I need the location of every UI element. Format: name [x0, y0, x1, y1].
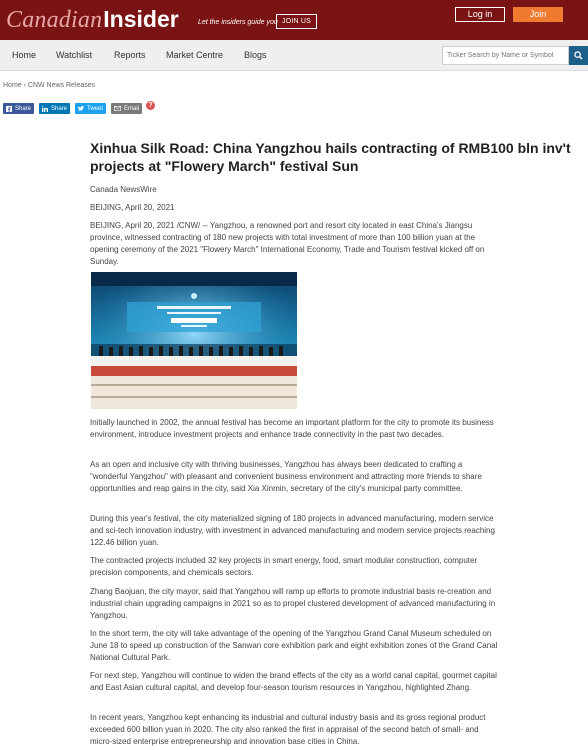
- nav-item-reports[interactable]: Reports: [114, 50, 146, 60]
- linkedin-share-button[interactable]: [39, 103, 70, 114]
- join-us-badge[interactable]: JOIN US: [276, 14, 317, 29]
- linkedin-icon: [42, 106, 48, 112]
- twitter-share-label: Tweet: [86, 105, 103, 112]
- login-button[interactable]: Log in: [455, 7, 505, 22]
- nav-item-watchlist[interactable]: Watchlist: [56, 50, 93, 60]
- signing-ceremony-photo: [91, 272, 297, 409]
- article-paragraph: For next step, Yangzhou will continue to widen the brand effects of the city as a world canal capital, gourmet capital and East Asian cultural capital, and develop four-season tourism resources in Yangzhou, highlighted Zhang.: [90, 671, 497, 692]
- help-icon[interactable]: ?: [146, 101, 155, 110]
- facebook-share-button[interactable]: [3, 103, 34, 114]
- email-share-button[interactable]: [111, 103, 142, 114]
- envelope-icon: [114, 106, 121, 111]
- article-paragraph: The contracted projects included 32 key projects in smart energy, food, smart modular construction, computer precision components, and chemicals sectors.: [90, 556, 478, 577]
- site-logo[interactable]: [6, 6, 179, 34]
- article-paragraph: During this year's festival, the city materialized signing of 180 projects in advanced manufacturing, modern service and sci-tech innovation industry, with investment in advanced manufacturing and modern service projects reaching 122.46 billion yuan.: [90, 514, 495, 547]
- twitter-icon: [78, 106, 84, 111]
- ticker-search-input[interactable]: [442, 46, 569, 65]
- site-tagline: Let the insiders guide you: [198, 19, 278, 26]
- logo-text-insider: Insider: [103, 6, 179, 32]
- article-paragraph: In recent years, Yangzhou kept enhancing its industrial and cultural industry basis and its gross regional product exceeded 600 billion yuan in 2020. The city also ranked the first in appraisal of the second batch of small- and micro-sized enterprise entrepreneurship and innovation base cities in China.: [90, 713, 486, 746]
- article-paragraph: BEIJING, April 20, 2021 /CNW/ -- Yangzhou, a renowned port and resort city located in east China's Jiangsu province, witnessed contracting of 180 new projects with total investment of more than 100 billion yuan at the opening ceremony of the 2021 "Flowery March" International Economy, Trade and Tourism festival kicked off on Sunday.: [90, 221, 485, 266]
- nav-item-market-centre[interactable]: Market Centre: [166, 50, 224, 60]
- article-dateline: BEIJING, April 20, 2021: [90, 203, 175, 212]
- article-source: Canada NewsWire: [90, 185, 157, 194]
- article-paragraph: Initially launched in 2002, the annual festival has become an important platform for the city to promote its business environment, introduce investment projects and enhance trade connectivity in the past two decades.: [90, 418, 494, 439]
- logo-text-canadian: Canadian: [6, 7, 103, 33]
- facebook-share-label: Share: [14, 105, 31, 112]
- article-paragraph: Zhang Baojuan, the city mayor, said that Yangzhou will ramp up efforts to promote industrial basis re-creation and industrial chain upgrading campaigns in 2021 so as to propel clustered development of advanced manufacturing in Yangzhou.: [90, 587, 496, 620]
- nav-item-blogs[interactable]: Blogs: [244, 50, 267, 60]
- article-paragraph: As an open and inclusive city with thriving businesses, Yangzhou has always been dedicated to crafting a "wonderful Yangzhou" with pleasant and convenient business environment and attracting more friends to share opportunities and reap gains in the city, said Xia Xinmin, secretary of the city's municipal party committee.: [90, 460, 482, 493]
- linkedin-share-label: Share: [50, 105, 67, 112]
- article-photo[interactable]: [91, 272, 297, 409]
- article-paragraph: In the short term, the city will take advantage of the opening of the Yangzhou Grand Canal Museum scheduled on June 18 to speed up construction of the Sanwan core exhibition park and eight exhibition zones of the Grand Canal National Cultural Park.: [90, 629, 498, 662]
- search-button[interactable]: [569, 46, 588, 65]
- facebook-icon: [6, 106, 12, 112]
- top-banner: [0, 0, 588, 40]
- email-share-label: Email: [123, 105, 139, 112]
- twitter-share-button[interactable]: [75, 103, 106, 114]
- ticker-search: [442, 46, 588, 65]
- nav-item-home[interactable]: Home: [12, 50, 37, 60]
- article-title: Xinhua Silk Road: China Yangzhou hails contracting of RMB100 bln inv't projects at "Flowery March" festival Sun: [90, 140, 571, 174]
- join-button[interactable]: Join: [513, 7, 563, 22]
- breadcrumb[interactable]: Home › CNW News Releases: [3, 82, 96, 89]
- search-icon: [574, 51, 583, 60]
